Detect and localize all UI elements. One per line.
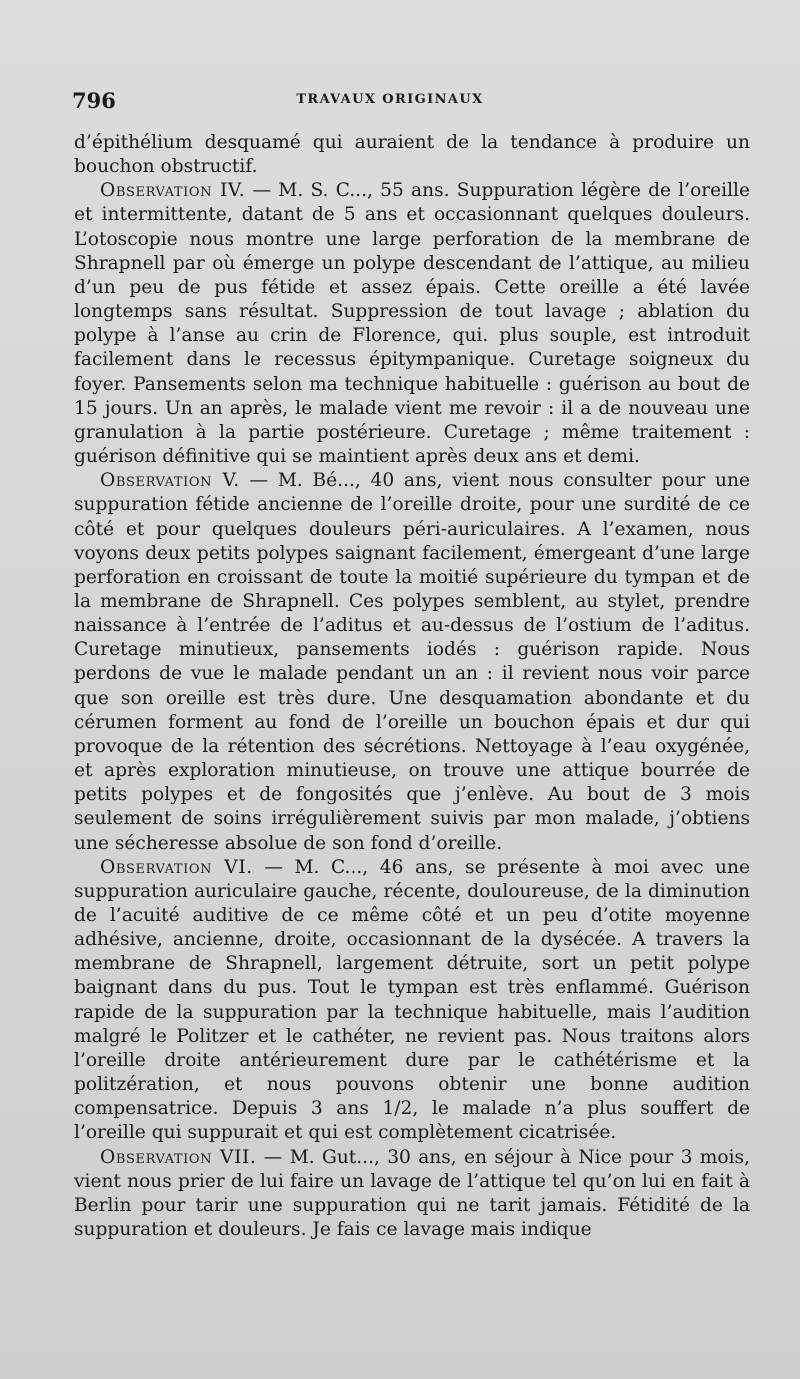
page-number: 796 — [72, 88, 116, 113]
paragraph-text: — M. Bé..., 40 ans, vient nous consulter pour une suppuration fétide ancienne de l’oreille droite, pour une surdité de ce côté et pour quelques douleurs péri-auriculaires. A l’examen, nous voyons deux petits polypes saignant facilement, émergeant d’une large perforation en croissant de toute la moitié supérieure du tympan et de la membrane de Shrapnell. Ces polypes semblent, au stylet, prendre naissance à l’entrée de l’aditus et au-dessus de l’ostium de l’aditus. Curetage minutieux, pansements iodés : guérison rapide. Nous perdons de vue le malade pendant un an : il revient nous voir parce que son oreille est très dure. Une desquamation abondante et du cérumen forment au fond de l’oreille un bouchon épais et dur qui provoque de la rétention des sécrétions. Nettoyage à l’eau oxygénée, et après exploration minutieuse, on trouve une attique bourrée de petits polypes et de fongosités que j’enlève. Au bout de 3 mois seulement de soins irrégulièrement suivis par mon malade, j’obtiens une sécheresse absolue de son fond d’oreille. — [74, 470, 751, 854]
observation-label: Observation VII. — [100, 1146, 257, 1168]
paragraph-text: — M. Gut..., 30 ans, en séjour à Nice pour 3 mois, vient nous prier de lui faire un lavage de l’attique tel qu’on lui en fait à Berlin pour tarir une suppuration qui ne tarit jamais. Fétidité de la suppuration et douleurs. Je fais ce lavage mais indique — [74, 1146, 750, 1241]
paragraph-text: d’épithélium desquamé qui auraient de la tendance à produire un bouchon obstructif. — [74, 132, 750, 178]
paragraph-text: — M. S. C..., 55 ans. Suppuration légère de l’oreille et intermittente, datant de 5 ans et occasionnant quelques douleurs. L’otoscopie nous montre une large perforation de la membrane de Shrapnell par où émerge un polype descendant de l’attique, au milieu d’un peu de pus fétide et assez épais. Cette oreille a été lavée longtemps sans résultat. Suppression de tout lavage ; ablation du polype à l’anse au crin de Florence, qui. plus souple, est introduit facilement dans le recessus épitympanique. Curetage soigneux du foyer. Pansements selon ma technique habituelle : guérison au bout de 15 jours. Un an après, le malade vient me revoir : il a de nouveau une granulation à la partie postérieure. Curetage ; même traitement : guérison définitive qui se maintient après deux ans et demi. — [74, 180, 750, 468]
page-header — [72, 88, 748, 114]
paragraph-observation-vi — [74, 856, 750, 1146]
paragraph-continuation — [74, 131, 750, 179]
observation-label: Observation VI. — [100, 856, 253, 878]
paragraph-observation-v — [74, 469, 750, 856]
paragraph-observation-iv — [74, 179, 750, 469]
body-text — [74, 131, 750, 1242]
paragraph-text: — M. C..., 46 ans, se présente à moi avec une suppuration auriculaire gauche, récente, douloureuse, de la diminution de l’acuité auditive de ce même côté et un peu d’otite moyenne adhésive, ancienne, droite, occasionnant de la dysécée. A travers la membrane de Shrapnell, largement détruite, sort un petit polype baignant dans du pus. Tout le tympan est très enflammé. Guérison rapide de la suppuration par la technique habituelle, mais l’audition malgré le Politzer et le cathéter, ne revient pas. Nous traitons alors l’oreille droite antérieurement dure par le cathétérisme et la politzération, et nous pouvons obtenir une bonne audition compensatrice. Depuis 3 ans 1/2, le malade n’a plus souffert de l’oreille qui suppurait et qui est complètement cicatrisée. — [74, 856, 750, 1144]
observation-label: Observation V. — [100, 470, 240, 492]
running-head: TRAVAUX ORIGINAUX — [296, 92, 484, 107]
observation-label: Observation IV. — [100, 180, 246, 202]
paragraph-observation-vii — [74, 1146, 750, 1243]
